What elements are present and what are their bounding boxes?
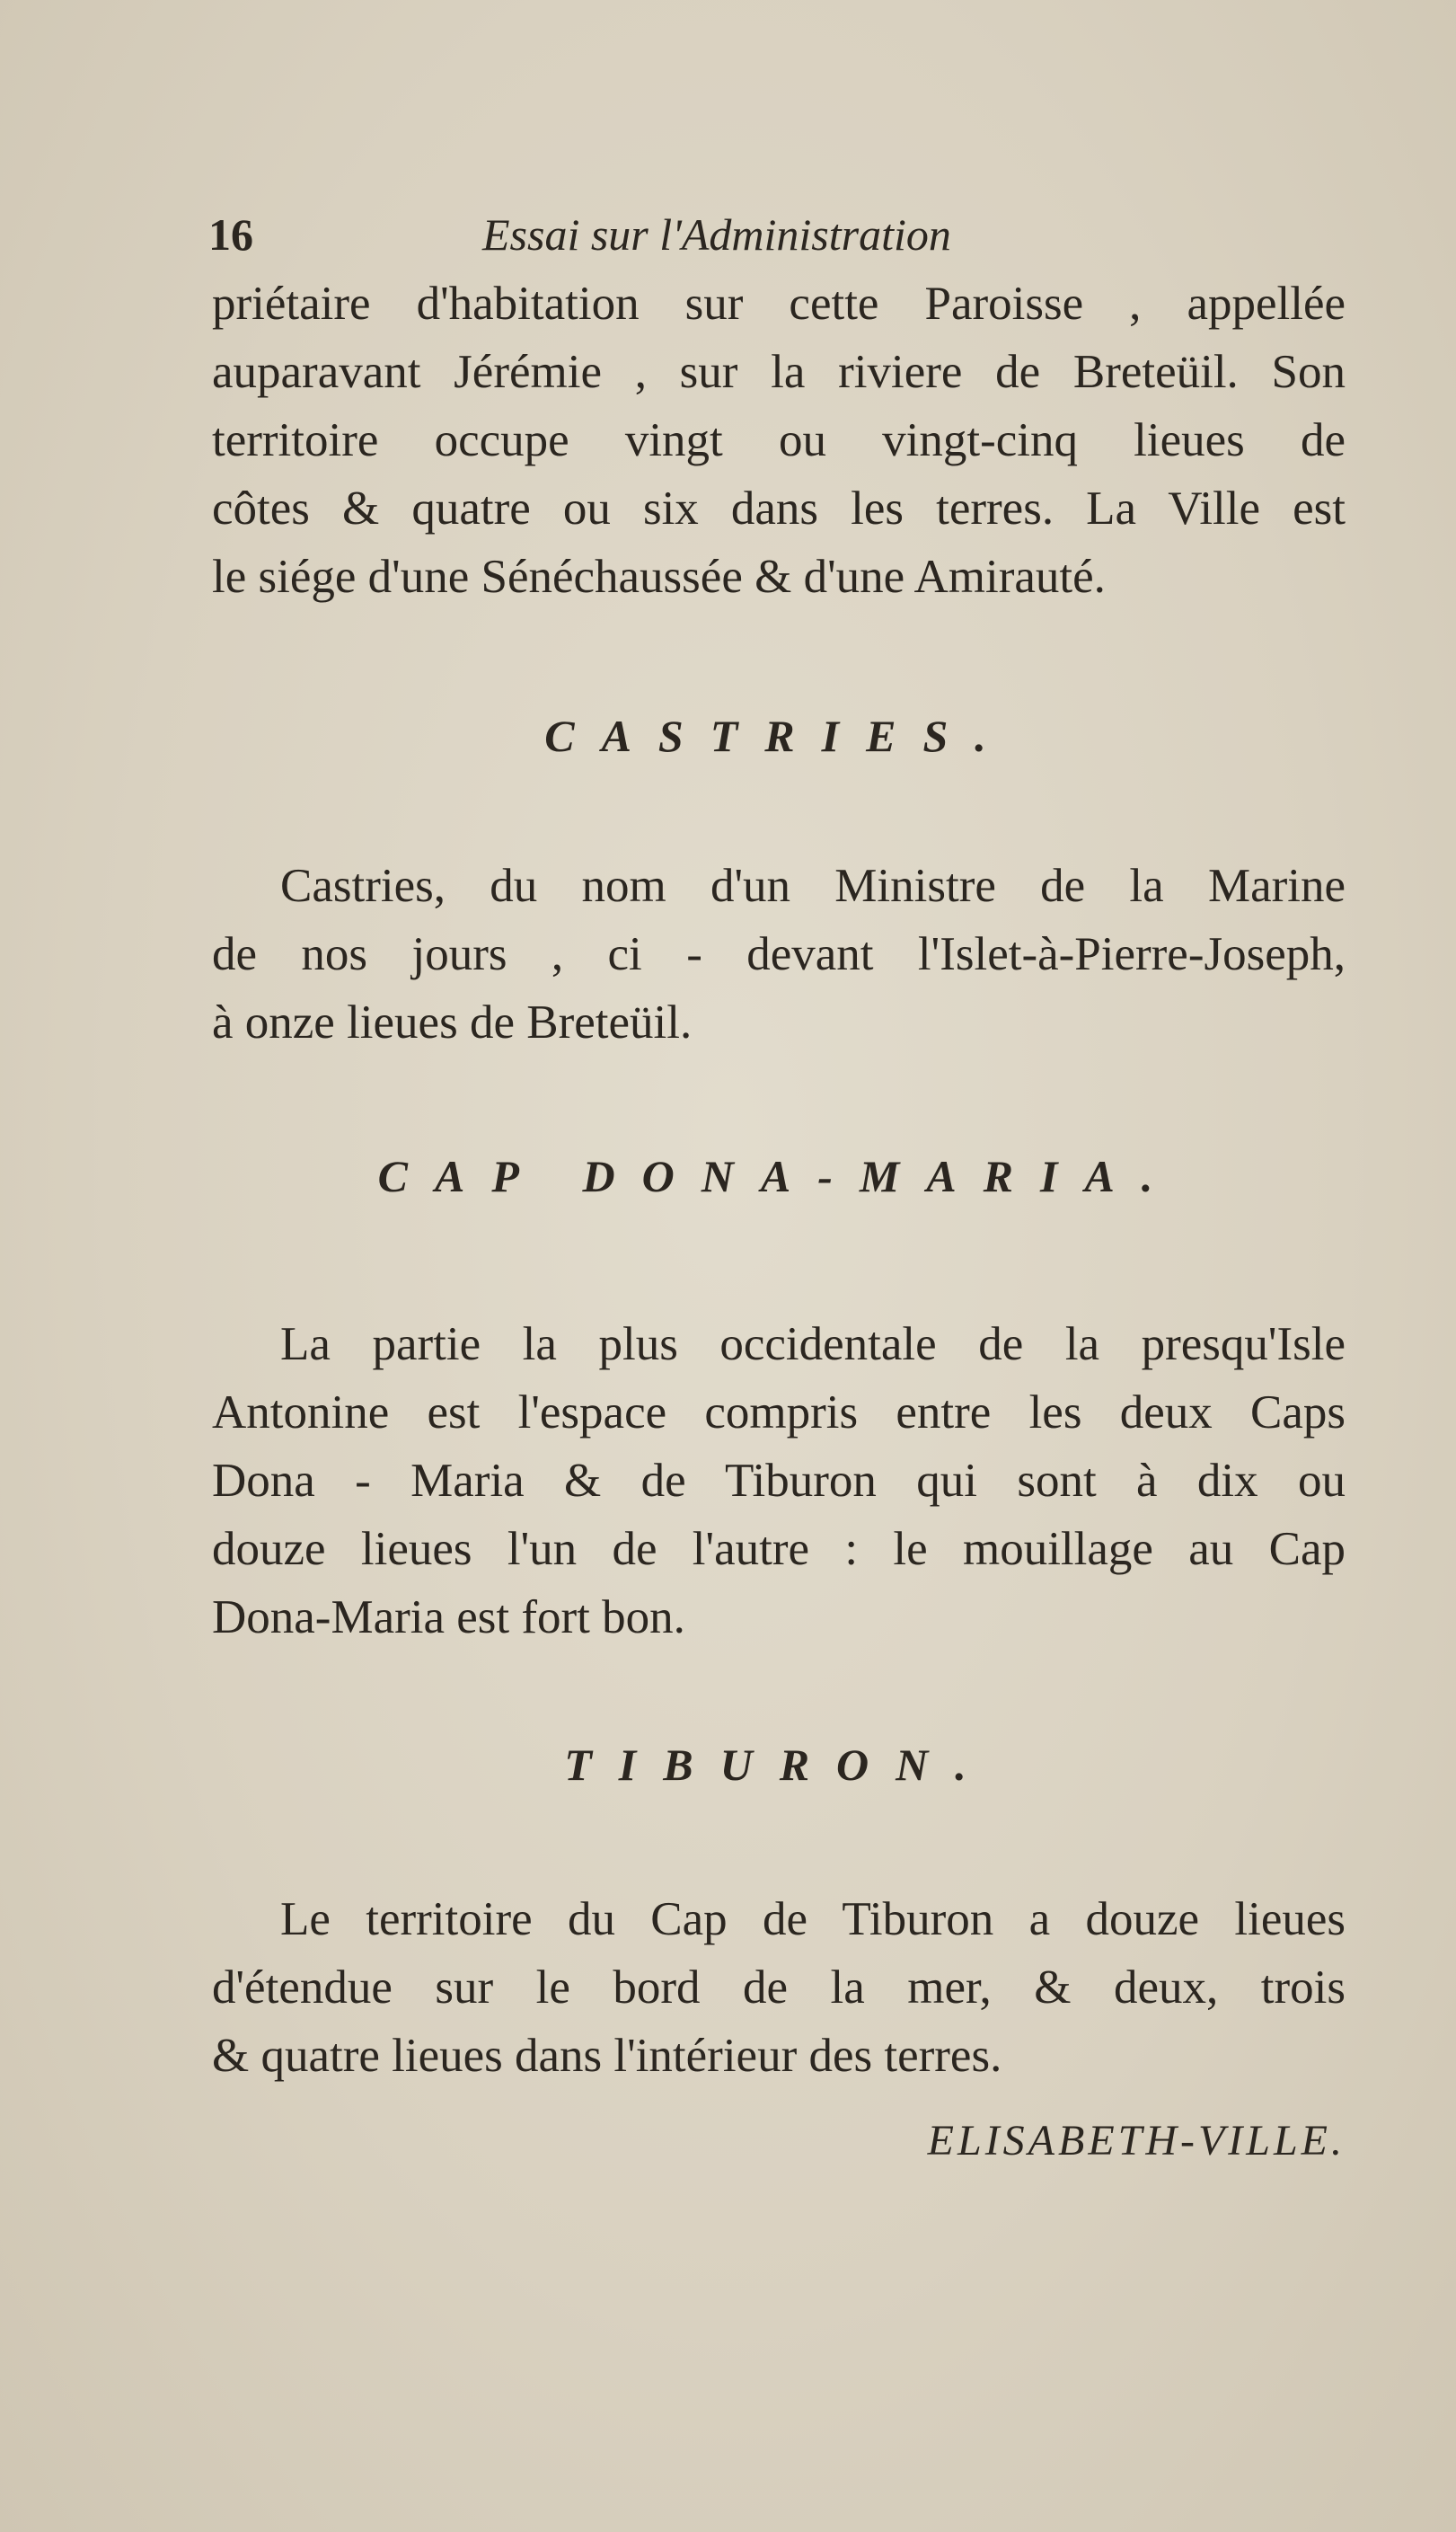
text-line: à onze lieues de Breteüil. xyxy=(212,996,693,1049)
paragraph-cap-dona-maria xyxy=(212,1310,1346,1651)
text-line: côtes & quatre ou six dans les terres. La Ville est xyxy=(212,482,1346,535)
paragraph-jeremie xyxy=(212,270,1346,611)
text-line: territoire occupe vingt ou vingt-cinq lieues de xyxy=(212,414,1346,466)
text-line: de nos jours , ci - devant l'Islet-à-Pierre-Joseph, xyxy=(212,928,1346,980)
text-line: Le territoire du Cap de Tiburon a douze lieues xyxy=(280,1893,1346,1945)
section-heading-tiburon: TIBURON. xyxy=(564,1740,993,1790)
text-line: priétaire d'habitation sur cette Paroisse , appellée xyxy=(212,278,1346,330)
text-line: & quatre lieues dans l'intérieur des terres. xyxy=(212,2030,1002,2082)
text-line: d'étendue sur le bord de la mer, & deux, trois xyxy=(212,1961,1346,2014)
paragraph-tiburon xyxy=(212,1885,1346,2090)
text-line: Castries, du nom d'un Ministre de la Marine xyxy=(280,860,1346,912)
catchword: ELISABETH-VILLE. xyxy=(927,2117,1346,2165)
text-line: le siége d'une Sénéchaussée & d'une Amirauté. xyxy=(212,551,1106,603)
text-line: auparavant Jérémie , sur la riviere de Breteüil. Son xyxy=(212,346,1346,398)
text-line: Dona-Maria est fort bon. xyxy=(212,1591,685,1643)
page-header xyxy=(208,203,1349,266)
text-line: Dona - Maria & de Tiburon qui sont à dix ou xyxy=(212,1455,1346,1507)
text-line: La partie la plus occidentale de la presqu'Isle xyxy=(280,1318,1346,1370)
paragraph-castries xyxy=(212,852,1346,1057)
page-number: 16 xyxy=(208,209,253,260)
catchword-block xyxy=(212,2107,1346,2175)
running-title: Essai sur l'Administration xyxy=(482,209,951,260)
text-line: douze lieues l'un de l'autre : le mouillage au Cap xyxy=(212,1523,1346,1575)
section-heading-castries: CASTRIES. xyxy=(544,711,1013,761)
text-line: Antonine est l'espace compris entre les deux Caps xyxy=(212,1386,1346,1439)
section-heading-cap-dona-maria: CAP DONA-MARIA. xyxy=(377,1151,1180,1201)
